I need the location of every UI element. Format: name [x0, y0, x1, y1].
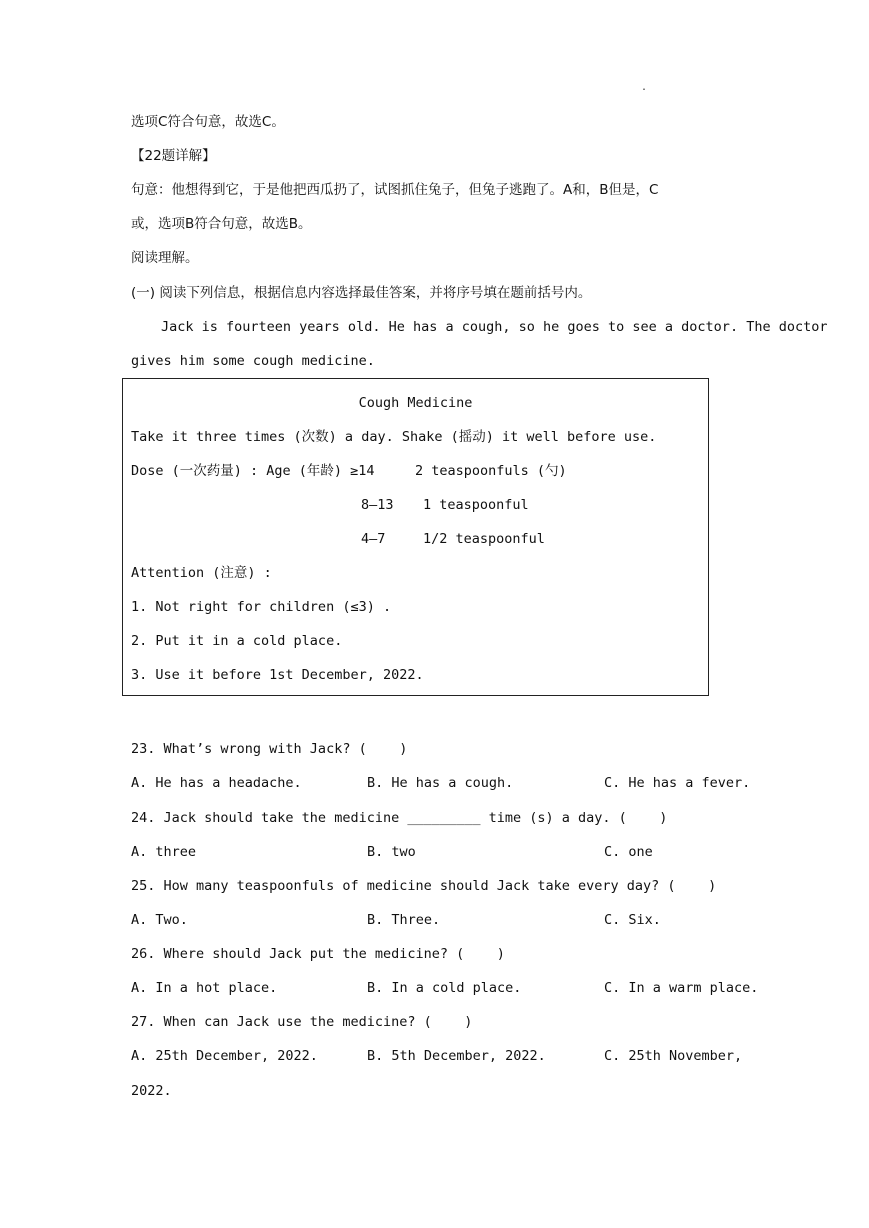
question-22-heading: 【22题详解】: [131, 148, 216, 164]
question-23-option-c: C. He has a fever.: [604, 775, 751, 791]
question-27-option-c-wrap: 2022.: [131, 1083, 172, 1099]
question-26-option-b: B. In a cold place.: [367, 980, 522, 996]
question-26-option-c: C. In a warm place.: [604, 980, 759, 996]
question-27-option-a: A. 25th December, 2022.: [131, 1048, 318, 1064]
question-27-option-b: B. 5th December, 2022.: [367, 1048, 546, 1064]
question-24-option-a: A. three: [131, 844, 197, 860]
question-23-option-a: A. He has a headache.: [131, 775, 302, 791]
header-dot: .: [641, 82, 648, 93]
question-23-stem: 23. What’s wrong with Jack? ( ): [131, 741, 408, 757]
question-25-option-a: A. Two.: [131, 912, 188, 928]
question-25-option-c: C. Six.: [604, 912, 661, 928]
question-24-option-b: B. two: [367, 844, 416, 860]
explanation-line-3: 或，选项B符合句意，故选B。: [131, 216, 312, 232]
question-25-option-b: B. Three.: [367, 912, 441, 928]
passage-line-2: gives him some cough medicine.: [131, 353, 375, 369]
dose-age-3: 4—7: [361, 531, 386, 547]
attention-item-3: 3. Use it before 1st December, 2022.: [131, 667, 424, 683]
dose-label: Dose (一次药量) : Age (年龄) ≥14: [131, 463, 375, 479]
explanation-line-2: 句意：他想得到它，于是他把西瓜扔了，试图抓住兔子，但兔子逃跑了。A和，B但是，C: [131, 182, 659, 198]
section-title: 阅读理解。: [131, 250, 199, 266]
question-26-stem: 26. Where should Jack put the medicine? ( ): [131, 946, 505, 962]
dose-amount-3: 1/2 teaspoonful: [423, 531, 545, 547]
medicine-label-box: [122, 378, 709, 696]
dose-age-2: 8—13: [361, 497, 394, 513]
question-25-stem: 25. How many teaspoonfuls of medicine should Jack take every day? ( ): [131, 878, 717, 894]
question-27-stem: 27. When can Jack use the medicine? ( ): [131, 1014, 473, 1030]
question-26-option-a: A. In a hot place.: [131, 980, 278, 996]
passage-line-1: Jack is fourteen years old. He has a cough, so he goes to see a doctor. The doctor: [161, 319, 828, 335]
explanation-line-1: 选项C符合句意，故选C。: [131, 114, 285, 130]
attention-label: Attention (注意) :: [131, 565, 272, 581]
dose-amount-1: 2 teaspoonfuls (勺): [415, 463, 567, 479]
question-23-option-b: B. He has a cough.: [367, 775, 514, 791]
section-instruction: (一) 阅读下列信息，根据信息内容选择最佳答案，并将序号填在题前括号内。: [131, 285, 592, 301]
medicine-usage: Take it three times (次数) a day. Shake (摇动) it well before use.: [131, 429, 657, 445]
medicine-label-title: Cough Medicine: [358, 395, 473, 411]
attention-item-1: 1. Not right for children (≤3) .: [131, 599, 392, 615]
dose-amount-2: 1 teaspoonful: [423, 497, 529, 513]
attention-item-2: 2. Put it in a cold place.: [131, 633, 343, 649]
question-24-option-c: C. one: [604, 844, 653, 860]
question-24-stem: 24. Jack should take the medicine _________ time (s) a day. ( ): [131, 810, 668, 826]
question-27-option-c: C. 25th November,: [604, 1048, 743, 1064]
